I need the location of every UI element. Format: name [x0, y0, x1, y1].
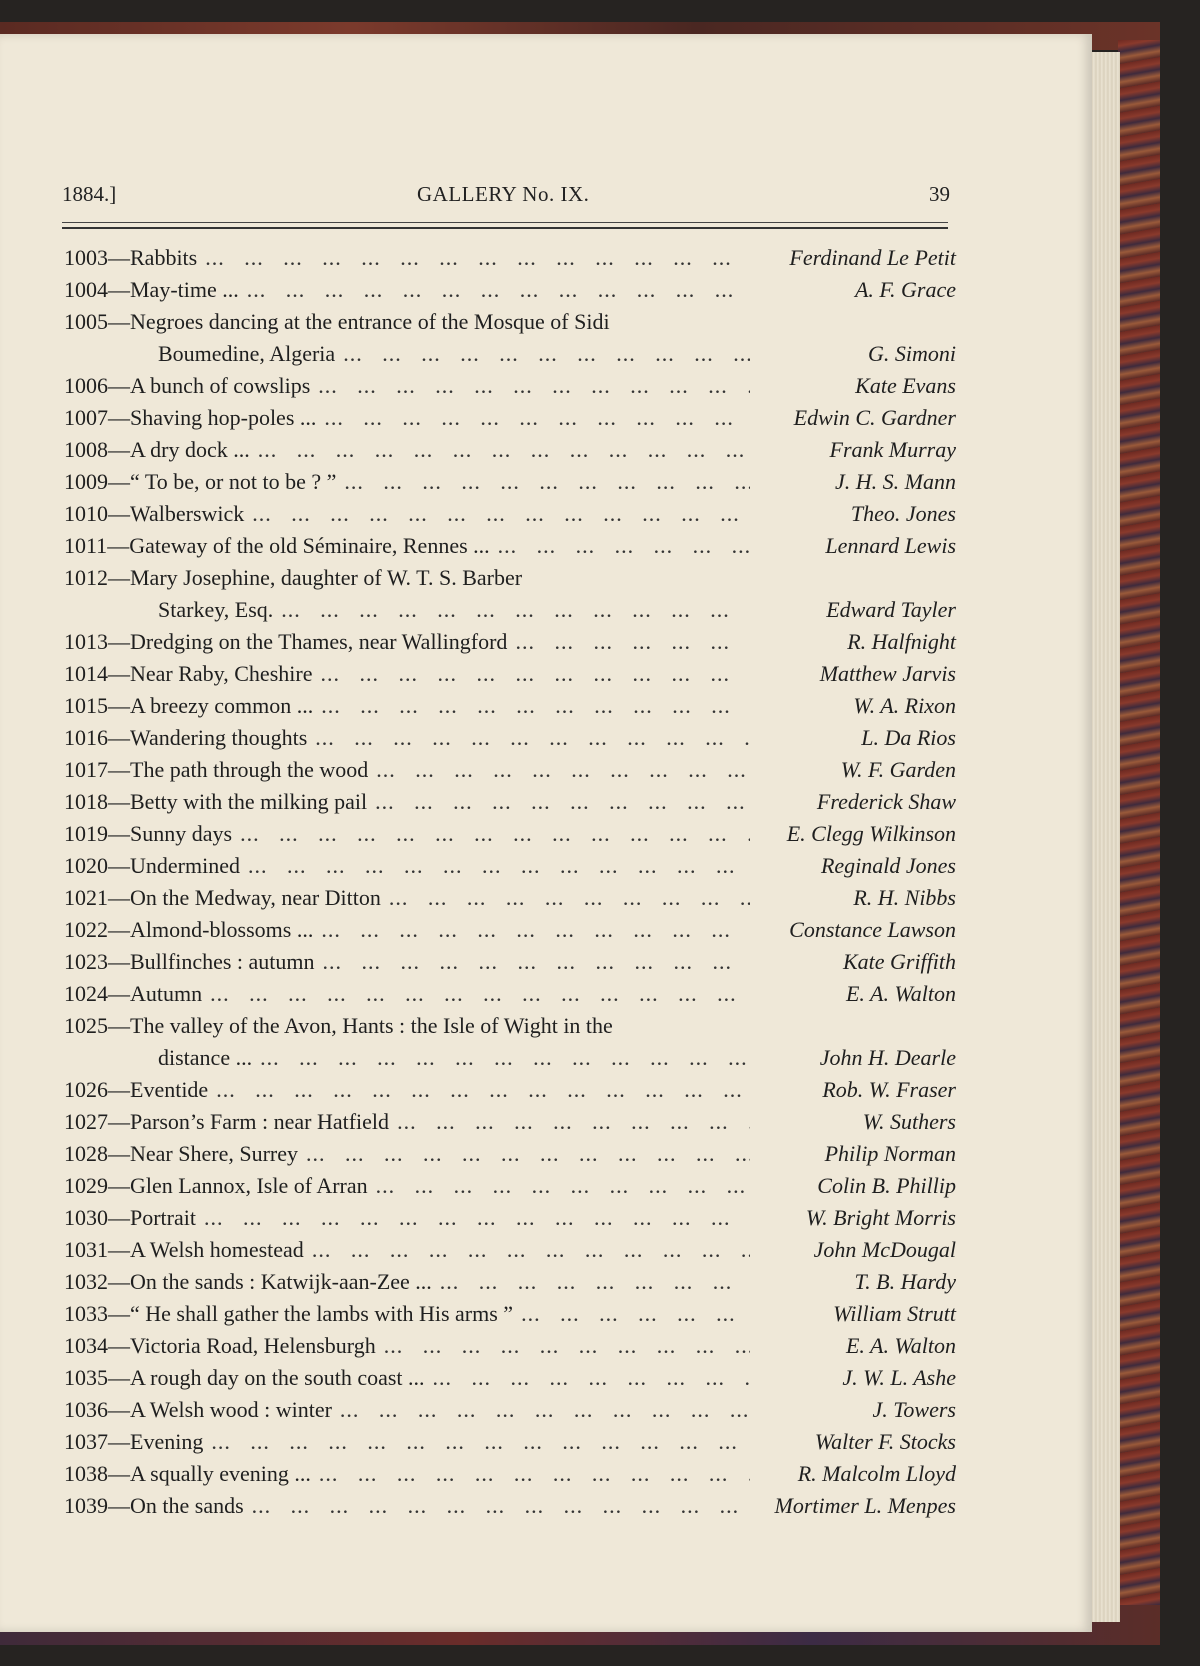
leader-dots — [376, 1170, 750, 1202]
catalog-entry — [64, 1330, 964, 1362]
entry-title: Sunny days — [130, 821, 233, 846]
leader-dots — [306, 1138, 750, 1170]
catalog-entry — [64, 946, 964, 978]
entry-title: On the Medway, near Ditton — [130, 885, 381, 910]
entry-dash: — — [108, 1173, 130, 1198]
entry-artist: R. Malcolm Lloyd — [797, 1461, 956, 1486]
catalog-entry — [64, 914, 964, 946]
entry-title: Bullfinches : autumn — [130, 949, 315, 974]
entry-artist: Kate Griffith — [842, 949, 956, 974]
catalog-entry — [64, 1234, 964, 1266]
catalog-entry — [64, 274, 964, 306]
entry-artist: Mortimer L. Menpes — [774, 1493, 956, 1518]
catalog-entry — [64, 1490, 964, 1522]
entry-title: Portrait — [130, 1205, 196, 1230]
entry-number: 1003 — [64, 245, 108, 270]
leader-dots — [204, 1202, 750, 1234]
entry-title: A dry dock ... — [130, 437, 250, 462]
entry-title: “ To be, or not to be ? ” — [130, 469, 337, 494]
entry-title: “ He shall gather the lambs with His arms ” — [130, 1301, 514, 1326]
catalog-entry — [64, 626, 964, 658]
entry-dash: — — [108, 501, 130, 526]
entry-artist: Frederick Shaw — [816, 789, 956, 814]
entry-title: Wandering thoughts — [130, 725, 308, 750]
entry-title: Parson’s Farm : near Hatfield — [130, 1109, 390, 1134]
leader-dots — [344, 466, 750, 498]
catalog-entry — [64, 1298, 964, 1330]
entry-title: Near Raby, Cheshire — [130, 661, 313, 686]
catalog-entry — [64, 498, 964, 530]
entry-dash: — — [108, 1141, 130, 1166]
leader-dots — [375, 786, 750, 818]
entry-dash: — — [108, 757, 130, 782]
entry-artist: A. F. Grace — [854, 277, 956, 302]
entry-dash: — — [108, 1077, 130, 1102]
catalog-page — [0, 34, 1092, 1632]
entry-number: 1039 — [64, 1493, 108, 1518]
entry-artist: R. H. Nibbs — [853, 885, 956, 910]
entry-title: A rough day on the south coast ... — [130, 1365, 425, 1390]
leader-dots — [440, 1266, 750, 1298]
entry-artist: Frank Murray — [829, 437, 956, 462]
book-cover-marbled-edge — [1118, 40, 1160, 1630]
leader-dots — [258, 434, 750, 466]
entry-artist: Rob. W. Fraser — [822, 1077, 956, 1102]
entry-number: 1026 — [64, 1077, 108, 1102]
catalog-entry — [64, 978, 964, 1010]
entry-dash: — — [108, 405, 130, 430]
page-number: 39 — [929, 182, 950, 206]
entry-number: 1019 — [64, 821, 108, 846]
entry-title: A Welsh homestead — [130, 1237, 304, 1262]
leader-dots — [210, 978, 750, 1010]
entry-title: Rabbits — [130, 245, 198, 270]
entry-artist: L. Da Rios — [861, 725, 956, 750]
leader-dots — [324, 402, 750, 434]
leader-dots — [323, 946, 750, 978]
entry-dash: — — [108, 821, 130, 846]
entry-title: A Welsh wood : winter — [130, 1397, 332, 1422]
entry-number: 1010 — [64, 501, 108, 526]
leader-dots — [320, 658, 750, 690]
catalog-entry — [64, 786, 964, 818]
entry-dash: — — [108, 949, 130, 974]
entry-dash: — — [108, 309, 130, 334]
catalog-list — [64, 242, 964, 1522]
catalog-entry — [64, 1010, 964, 1074]
entry-artist: W. A. Rixon — [853, 693, 956, 718]
entry-title: A squally evening ... — [130, 1461, 311, 1486]
leader-dots — [376, 754, 750, 786]
entry-dash: — — [108, 885, 130, 910]
entry-dash: — — [108, 789, 130, 814]
entry-dash: — — [108, 725, 130, 750]
entry-artist: W. Bright Morris — [805, 1205, 956, 1230]
entry-title: May-time ... — [130, 277, 239, 302]
entry-title: On the sands — [130, 1493, 244, 1518]
entry-artist: J. H. S. Mann — [835, 469, 956, 494]
entry-dash: — — [108, 1429, 130, 1454]
entry-artist: Edward Tayler — [826, 597, 956, 622]
catalog-entry — [64, 722, 964, 754]
entry-number: 1025 — [64, 1013, 108, 1038]
leader-dots — [318, 370, 750, 402]
header-rule-thick — [62, 227, 948, 229]
leader-dots — [240, 818, 750, 850]
entry-artist: Philip Norman — [824, 1141, 956, 1166]
entry-title: Almond-blossoms ... — [130, 917, 314, 942]
entry-artist: John McDougal — [813, 1237, 956, 1262]
catalog-entry — [64, 1106, 964, 1138]
leader-dots — [312, 1234, 750, 1266]
catalog-entry — [64, 402, 964, 434]
catalog-entry — [64, 1362, 964, 1394]
catalog-entry — [64, 466, 964, 498]
entry-dash: — — [108, 1109, 130, 1134]
leader-dots — [498, 530, 750, 562]
entry-title: Autumn — [130, 981, 203, 1006]
leader-dots — [433, 1362, 750, 1394]
leader-dots — [252, 1490, 750, 1522]
catalog-entry — [64, 370, 964, 402]
entry-artist: Reginald Jones — [820, 853, 956, 878]
entry-artist: R. Halfnight — [847, 629, 956, 654]
entry-number: 1038 — [64, 1461, 108, 1486]
entry-dash: — — [108, 437, 130, 462]
header-rule-thin — [62, 222, 948, 223]
entry-number: 1008 — [64, 437, 108, 462]
entry-artist: Lennard Lewis — [825, 533, 956, 558]
entry-number: 1013 — [64, 629, 108, 654]
catalog-entry — [64, 242, 964, 274]
entry-title: Gateway of the old Séminaire, Rennes ... — [129, 533, 490, 558]
entry-artist: Theo. Jones — [850, 501, 956, 526]
entry-artist: E. A. Walton — [845, 1333, 956, 1358]
entry-number: 1009 — [64, 469, 108, 494]
leader-dots — [315, 722, 750, 754]
entry-number: 1033 — [64, 1301, 108, 1326]
entry-number: 1004 — [64, 277, 108, 302]
entry-dash: — — [108, 245, 130, 270]
entry-artist: W. Suthers — [862, 1109, 956, 1134]
leader-dots — [248, 850, 750, 882]
running-head — [62, 182, 950, 218]
entry-dash: — — [108, 1333, 130, 1358]
catalog-entry — [64, 1458, 964, 1490]
entry-number: 1012 — [64, 565, 108, 590]
catalog-entry — [64, 1202, 964, 1234]
catalog-entry — [64, 1170, 964, 1202]
entry-dash: — — [108, 1269, 130, 1294]
entry-number: 1035 — [64, 1365, 108, 1390]
entry-number: 1017 — [64, 757, 108, 782]
catalog-entry — [64, 882, 964, 914]
entry-title: The valley of the Avon, Hants : the Isle of Wight in the — [130, 1013, 613, 1038]
entry-dash: — — [108, 1301, 130, 1326]
entry-number: 1032 — [64, 1269, 108, 1294]
entry-title: Glen Lannox, Isle of Arran — [130, 1173, 368, 1198]
entry-number: 1022 — [64, 917, 108, 942]
entry-number: 1024 — [64, 981, 108, 1006]
entry-artist: E. Clegg Wilkinson — [786, 821, 956, 846]
entry-dash: — — [108, 981, 130, 1006]
entry-title: Dredging on the Thames, near Wallingford — [130, 629, 508, 654]
entry-number: 1023 — [64, 949, 108, 974]
entry-title: A breezy common ... — [130, 693, 314, 718]
entry-number: 1028 — [64, 1141, 108, 1166]
entry-title: Evening — [130, 1429, 204, 1454]
entry-number: 1016 — [64, 725, 108, 750]
entry-artist: Matthew Jarvis — [819, 661, 956, 686]
entry-number: 1037 — [64, 1429, 108, 1454]
leader-dots — [343, 338, 750, 370]
running-head-gallery: GALLERY No. IX. — [417, 182, 590, 206]
catalog-entry — [64, 818, 964, 850]
entry-number: 1031 — [64, 1237, 108, 1262]
catalog-entry — [64, 1426, 964, 1458]
entry-artist: Ferdinand Le Petit — [789, 245, 956, 270]
entry-dash: — — [108, 277, 130, 302]
entry-title: Betty with the milking pail — [130, 789, 368, 814]
leader-dots — [397, 1106, 750, 1138]
entry-title: Mary Josephine, daughter of W. T. S. Barber — [130, 565, 523, 590]
catalog-entry — [64, 690, 964, 722]
catalog-entry — [64, 658, 964, 690]
entry-artist: J. W. L. Ashe — [842, 1365, 956, 1390]
entry-title: Shaving hop-poles ... — [130, 405, 317, 430]
catalog-entry — [64, 754, 964, 786]
entry-dash: — — [108, 917, 130, 942]
entry-dash: — — [108, 1397, 130, 1422]
entry-artist: Walter F. Stocks — [814, 1429, 956, 1454]
entry-dash: — — [108, 1365, 130, 1390]
catalog-entry — [64, 1266, 964, 1298]
running-head-year: 1884.] — [62, 182, 117, 206]
entry-number: 1015 — [64, 693, 108, 718]
entry-artist: T. B. Hardy — [854, 1269, 956, 1294]
leader-dots — [321, 914, 750, 946]
entry-dash: — — [108, 1493, 130, 1518]
entry-number: 1006 — [64, 373, 108, 398]
entry-title: Eventide — [130, 1077, 209, 1102]
entry-number: 1007 — [64, 405, 108, 430]
entry-dash: — — [108, 853, 130, 878]
leader-dots — [281, 594, 750, 626]
catalog-entry — [64, 434, 964, 466]
entry-title: On the sands : Katwijk-aan-Zee ... — [130, 1269, 432, 1294]
entry-title: Negroes dancing at the entrance of the Mosque of Sidi — [130, 309, 610, 334]
catalog-entry — [64, 1074, 964, 1106]
entry-title: The path through the wood — [130, 757, 369, 782]
leader-dots — [216, 1074, 750, 1106]
entry-number: 1011 — [64, 533, 108, 558]
entry-number: 1034 — [64, 1333, 108, 1358]
entry-artist: John H. Dearle — [819, 1045, 956, 1070]
entry-artist: W. F. Garden — [840, 757, 956, 782]
leader-dots — [205, 242, 750, 274]
catalog-entry — [64, 1394, 964, 1426]
entry-title: Near Shere, Surrey — [130, 1141, 298, 1166]
entry-number: 1029 — [64, 1173, 108, 1198]
entry-artist: Edwin C. Gardner — [793, 405, 956, 430]
entry-number: 1018 — [64, 789, 108, 814]
leader-dots — [319, 1458, 750, 1490]
entry-dash: — — [108, 661, 130, 686]
leader-dots — [260, 1042, 750, 1074]
entry-number: 1027 — [64, 1109, 108, 1134]
entry-artist: Constance Lawson — [789, 917, 956, 942]
catalog-entry — [64, 1138, 964, 1170]
leader-dots — [211, 1426, 750, 1458]
entry-title: Undermined — [130, 853, 240, 878]
entry-number: 1030 — [64, 1205, 108, 1230]
entry-dash: — — [108, 693, 130, 718]
entry-dash: — — [108, 1013, 130, 1038]
entry-artist: E. A. Walton — [845, 981, 956, 1006]
entry-title: Walberswick — [130, 501, 245, 526]
entry-dash: — — [108, 565, 130, 590]
page-edges — [1090, 52, 1120, 1622]
catalog-entry — [64, 562, 964, 626]
leader-dots — [515, 626, 750, 658]
entry-title-continuation: distance ... — [158, 1045, 253, 1070]
leader-dots — [384, 1330, 750, 1362]
catalog-entry — [64, 530, 964, 562]
entry-number: 1014 — [64, 661, 108, 686]
entry-dash: — — [108, 1237, 130, 1262]
leader-dots — [321, 690, 750, 722]
entry-number: 1020 — [64, 853, 108, 878]
entry-artist: William Strutt — [833, 1301, 956, 1326]
entry-artist: Colin B. Phillip — [817, 1173, 956, 1198]
catalog-entry — [64, 850, 964, 882]
leader-dots — [252, 498, 750, 530]
entry-number: 1036 — [64, 1397, 108, 1422]
leader-dots — [521, 1298, 750, 1330]
entry-dash: — — [107, 533, 130, 558]
entry-title: A bunch of cowslips — [130, 373, 311, 398]
leader-dots — [340, 1394, 750, 1426]
entry-number: 1021 — [64, 885, 108, 910]
entry-dash: — — [108, 469, 130, 494]
entry-artist: G. Simoni — [868, 341, 956, 366]
entry-dash: — — [108, 373, 130, 398]
entry-dash: — — [108, 1205, 130, 1230]
entry-title-continuation: Starkey, Esq. — [158, 597, 274, 622]
leader-dots — [247, 274, 750, 306]
entry-dash: — — [108, 1461, 130, 1486]
entry-title: Victoria Road, Helensburgh — [130, 1333, 376, 1358]
entry-artist: Kate Evans — [855, 373, 956, 398]
entry-dash: — — [108, 629, 130, 654]
entry-artist: J. Towers — [872, 1397, 956, 1422]
catalog-entry — [64, 306, 964, 370]
entry-number: 1005 — [64, 309, 108, 334]
entry-title-continuation: Boumedine, Algeria — [158, 341, 336, 366]
leader-dots — [389, 882, 750, 914]
